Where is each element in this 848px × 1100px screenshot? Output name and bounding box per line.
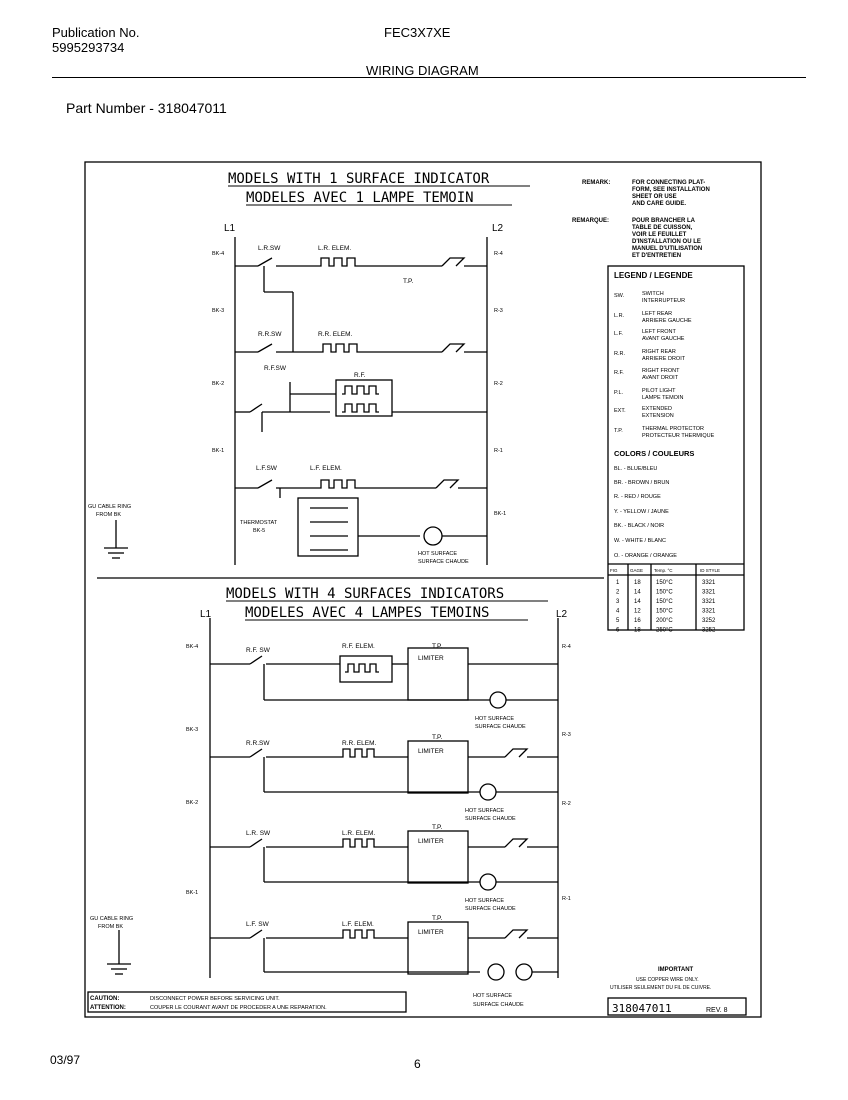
- label-lr-elem-b: L.R. ELEM.: [342, 830, 376, 837]
- remark-line-4: AND CARE GUIDE.: [632, 201, 687, 207]
- wire-bk3-2: BK-3: [186, 727, 199, 733]
- ground-symbol-top: [104, 520, 128, 558]
- caution-label-en: CAUTION:: [90, 996, 120, 1002]
- legend-code-2: L.F.: [614, 331, 623, 337]
- wire-r4: R-4: [494, 251, 503, 257]
- branch-left-front-bottom: [210, 922, 558, 980]
- l1-label-bottom: L1: [200, 609, 212, 620]
- label-rf-elem-b: R.F. ELEM.: [342, 643, 375, 650]
- label-tp-2: T.P.: [432, 734, 443, 741]
- section1-title-en: MODELS WITH 1 SURFACE INDICATOR: [228, 171, 490, 187]
- publication-label: Publication No.: [52, 25, 140, 40]
- color-3: Y. - YELLOW / JAUNE: [614, 509, 669, 515]
- legend-text-4b: AVANT DROIT: [642, 375, 679, 381]
- remarque-line-2: TABLE DE CUISSON,: [632, 225, 693, 231]
- legend-text-3b: ARRIERE DROIT: [642, 356, 686, 362]
- remark-label: REMARK:: [582, 180, 611, 186]
- ground-note-bottom-1: GU CABLE RING: [90, 916, 134, 922]
- legend-code-7: T.P.: [614, 428, 623, 434]
- wire-bk1: BK-1: [212, 448, 225, 454]
- wire-bk4: BK-4: [212, 251, 225, 257]
- hot-surface-top-en: HOT SURFACE: [418, 551, 458, 557]
- section2-title-en: MODELS WITH 4 SURFACES INDICATORS: [226, 586, 505, 602]
- legend-text-1a: LEFT REAR: [642, 311, 673, 317]
- wire-table-cell: 14: [634, 589, 641, 596]
- color-4: BK. - BLACK / NOIR: [614, 523, 665, 529]
- legend-text-2b: AVANT GAUCHE: [642, 336, 685, 342]
- wire-table-h0: FIG: [610, 568, 618, 573]
- remarque-line-6: ET D'ENTRETIEN: [632, 253, 682, 259]
- legend-code-3: R.R.: [614, 351, 625, 357]
- limiter-label-2: LIMITER: [418, 748, 444, 755]
- color-1: BR. - BROWN / BRUN: [614, 480, 670, 486]
- label-rf: R.F.: [354, 372, 366, 379]
- wire-r3: R-3: [494, 308, 503, 314]
- wire-table-cell: 16: [634, 618, 641, 624]
- wire-table-cell: 4: [616, 608, 620, 615]
- wire-table-cell: 1: [616, 580, 620, 586]
- remark-line-2: FORM, SEE INSTALLATION: [632, 187, 710, 193]
- label-rf-sw-b: R.F. SW: [246, 647, 270, 654]
- pilot-light-2: [480, 784, 496, 800]
- part-number: Part Number - 318047011: [66, 100, 227, 116]
- caution-text-en: DISCONNECT POWER BEFORE SERVICING UNIT.: [150, 996, 280, 1002]
- legend-code-4: R.F.: [614, 370, 624, 376]
- pilot-light-4: [488, 964, 504, 980]
- wire-table-rows: [616, 580, 716, 634]
- caution-text-fr: COUPER LE COURANT AVANT DE PROCEDER A UNE REPARATION.: [150, 1005, 327, 1011]
- wire-table-cell: 3321: [702, 599, 716, 605]
- wire-r2-2: R-2: [562, 801, 571, 807]
- label-tp-1: T.P.: [432, 643, 443, 650]
- hot-surface-2-en: HOT SURFACE: [465, 808, 505, 814]
- label-rr-sw: R.R.SW: [258, 331, 282, 338]
- section1-title-fr: MODELES AVEC 1 LAMPE TEMOIN: [246, 190, 474, 206]
- pilot-light-1: [490, 692, 506, 708]
- color-0: BL. - BLUE/BLEU: [614, 466, 658, 472]
- branch-right-front-bottom: [210, 648, 558, 708]
- ground-note-bottom-2: FROM BK: [98, 924, 124, 930]
- label-rf-sw: R.F.SW: [264, 365, 287, 372]
- label-rr-sw-b: R.R.SW: [246, 740, 270, 747]
- label-lr-sw-b: L.R. SW: [246, 830, 271, 837]
- wire-bk4-2: BK-4: [186, 644, 199, 650]
- wire-r1-2: R-1: [562, 896, 571, 902]
- diagram-part-number: 318047011: [612, 1002, 672, 1015]
- label-lf-elem-b: L.F. ELEM.: [342, 921, 374, 928]
- legend-code-0: SW.: [614, 293, 625, 299]
- wire-bk3: BK-3: [212, 308, 225, 314]
- wire-table-cell: 3321: [702, 589, 716, 596]
- wire-table-cell: 150°C: [656, 599, 673, 605]
- legend-code-5: P.L.: [614, 390, 624, 396]
- revision: REV. 8: [706, 1007, 728, 1014]
- important-en: USE COPPER WIRE ONLY.: [636, 977, 699, 983]
- wire-table-h3: ID STYLE: [700, 568, 721, 573]
- l2-label-top: L2: [492, 223, 504, 234]
- remarque-line-5: MANUEL D'UTILISATION: [632, 246, 703, 252]
- wire-r1: R-1: [494, 448, 503, 454]
- branch-left-rear-top: [235, 258, 487, 292]
- wire-table-cell: 2: [616, 589, 620, 596]
- caution-label-fr: ATTENTION:: [90, 1005, 126, 1011]
- branch-left-rear-bottom: [210, 831, 558, 890]
- remarque-line-3: VOIR LE FEUILLET: [632, 232, 687, 238]
- footer-date: 03/97: [50, 1053, 81, 1067]
- wire-table-cell: 12: [634, 608, 641, 615]
- legend-text-5b: LAMPE TEMOIN: [642, 395, 684, 401]
- wire-r4-2: R-4: [562, 644, 571, 650]
- legend-text-5a: PILOT LIGHT: [642, 388, 676, 394]
- label-tp-top: T.P.: [403, 278, 414, 285]
- color-5: W. - WHITE / BLANC: [614, 538, 666, 544]
- legend-text-0a: SWITCH: [642, 291, 664, 297]
- label-tp-3: T.P.: [432, 824, 443, 831]
- wire-table-cell: 18: [634, 580, 641, 586]
- limiter-label-3: LIMITER: [418, 838, 444, 845]
- thermostat-switch: [280, 488, 358, 556]
- pilot-light-5: [516, 964, 532, 980]
- wire-bk1-b: BK-1: [494, 511, 507, 517]
- remarque-line-1: POUR BRANCHER LA: [632, 218, 695, 224]
- model-number: FEC3X7XE: [384, 25, 451, 40]
- hot-surface-3-fr: SURFACE CHAUDE: [465, 906, 516, 912]
- ground-note-top-1: GU CABLE RING: [88, 504, 132, 510]
- l1-label-top: L1: [224, 223, 236, 234]
- hot-surface-2-fr: SURFACE CHAUDE: [465, 816, 516, 822]
- limiter-label-4: LIMITER: [418, 929, 444, 936]
- wire-bk1-2: BK-1: [186, 890, 199, 896]
- branch-left-front-top: [235, 480, 487, 488]
- legend-text-3a: RIGHT REAR: [642, 349, 676, 355]
- legend-code-6: EXT.: [614, 408, 626, 414]
- hot-surface-3-en: HOT SURFACE: [465, 898, 505, 904]
- label-tp-4: T.P.: [432, 915, 443, 922]
- wire-table-cell: 150°C: [656, 589, 673, 596]
- legend-text-1b: ARRIERE GAUCHE: [642, 318, 692, 324]
- label-rr-elem: R.R. ELEM.: [318, 331, 353, 338]
- wire-table-cell: 200°C: [656, 618, 673, 624]
- legend-text-6b: EXTENSION: [642, 413, 674, 419]
- legend-text-7a: THERMAL PROTECTOR: [642, 426, 705, 432]
- ground-note-top-2: FROM BK: [96, 512, 122, 518]
- wire-table-cell: 3252: [702, 618, 716, 624]
- pilot-light-top: [424, 527, 442, 545]
- wire-table-h1: GAGE: [630, 568, 644, 573]
- colors-title: COLORS / COULEURS: [614, 449, 695, 458]
- wire-table-cell: 6: [616, 627, 620, 634]
- publication-number: 5995293734: [52, 40, 125, 55]
- hot-surface-1-fr: SURFACE CHAUDE: [475, 724, 526, 730]
- remark-line-3: SHEET OR USE: [632, 194, 677, 200]
- remarque-line-4: D'INSTALLATION OU LE: [632, 239, 701, 245]
- label-rr-elem-b: R.R. ELEM.: [342, 740, 377, 747]
- label-lf-sw: L.F.SW: [256, 465, 277, 472]
- limiter-label-1: LIMITER: [418, 655, 444, 662]
- wire-table-cell: 150°C: [656, 580, 673, 586]
- thermostat-label: THERMOSTAT: [240, 520, 278, 526]
- wire-table-cell: 150°C: [656, 608, 673, 615]
- important-fr: UTILISER SEULEMENT DU FIL DE CUIVRE.: [610, 985, 712, 991]
- label-lf-sw-b: L.F. SW: [246, 921, 269, 928]
- label-lf-elem: L.F. ELEM.: [310, 465, 342, 472]
- thermostat-wire: BK-5: [253, 528, 266, 534]
- remark-line-1: FOR CONNECTING PLAT-: [632, 180, 706, 186]
- legend-code-1: L.R.: [614, 313, 625, 319]
- legend-text-6a: EXTENDED: [642, 406, 672, 412]
- hot-surface-top-fr: SURFACE CHAUDE: [418, 559, 469, 565]
- branch-right-rear-top: [235, 292, 487, 352]
- color-2: R. - RED / ROUGE: [614, 494, 661, 500]
- hot-surface-4-en: HOT SURFACE: [473, 993, 513, 999]
- pilot-light-3: [480, 874, 496, 890]
- page-number: 6: [414, 1057, 421, 1071]
- wire-table-cell: 18: [634, 627, 641, 634]
- branch-right-front-top: [235, 380, 487, 432]
- wire-table-cell: 5: [616, 618, 620, 624]
- legend-title: LEGEND / LEGENDE: [614, 271, 693, 280]
- legend-text-4a: RIGHT FRONT: [642, 368, 680, 374]
- color-6: O. - ORANGE / ORANGE: [614, 553, 677, 559]
- label-lr-elem: L.R. ELEM.: [318, 245, 352, 252]
- label-lr-sw: L.R.SW: [258, 245, 281, 252]
- legend-text-7b: PROTECTEUR THERMIQUE: [642, 433, 715, 439]
- legend-text-2a: LEFT FRONT: [642, 329, 676, 335]
- important-title: IMPORTANT: [658, 967, 694, 973]
- page-title: WIRING DIAGRAM: [366, 63, 479, 78]
- wire-table-cell: 3321: [702, 608, 716, 615]
- hot-surface-1-en: HOT SURFACE: [475, 716, 515, 722]
- hot-surface-4-fr: SURFACE CHAUDE: [473, 1002, 524, 1008]
- wire-r3-2: R-3: [562, 732, 571, 738]
- wire-r2: R-2: [494, 381, 503, 387]
- wire-table-cell: 3: [616, 599, 620, 605]
- l2-label-bottom: L2: [556, 609, 568, 620]
- legend-text-0b: INTERRUPTEUR: [642, 298, 686, 304]
- wire-bk2: BK-2: [212, 381, 225, 387]
- wire-table-cell: 3252: [702, 627, 716, 634]
- wire-table-h2: Temp. °C: [654, 568, 673, 573]
- branch-right-rear-bottom: [210, 741, 558, 800]
- wire-bk2-2: BK-2: [186, 800, 199, 806]
- ground-symbol-bottom: [107, 930, 131, 974]
- wire-table-cell: 14: [634, 599, 641, 605]
- wire-table-cell: 3321: [702, 580, 716, 586]
- wire-table-cell: 250°C: [656, 627, 673, 634]
- section2-title-fr: MODELES AVEC 4 LAMPES TEMOINS: [245, 605, 490, 621]
- remarque-label: REMARQUE:: [572, 218, 609, 224]
